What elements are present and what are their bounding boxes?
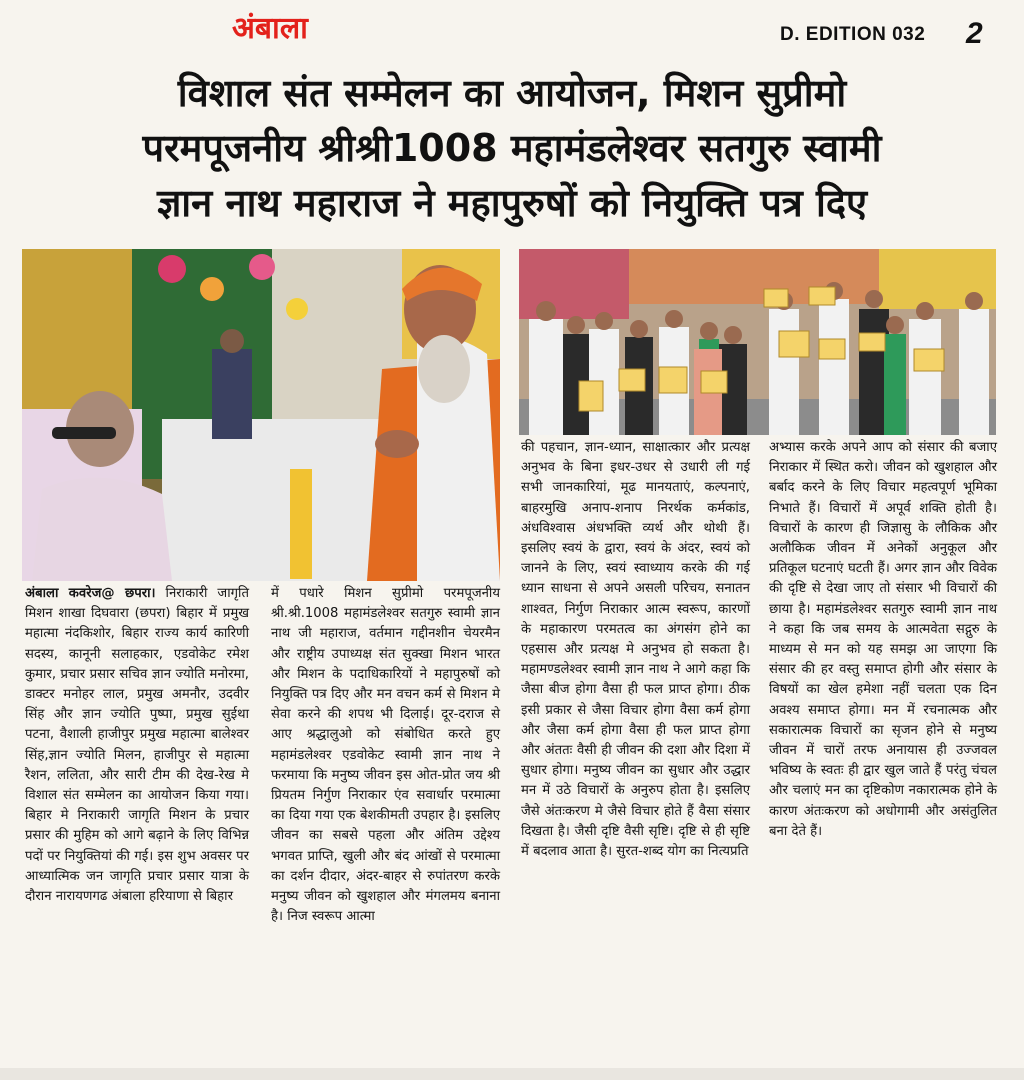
article-dateline: अंबाला कवरेज@ छपरा।	[25, 586, 156, 601]
photo-guru-speaking-image	[22, 249, 500, 581]
article-column-2-text: में पधारे मिशन सुप्रीमो परमपूजनीय श्री.श्री.1008 महामंडलेश्वर सतगुरु स्वामी ज्ञान नाथ जी महाराज, वर्तमान गद्दीनशीन चेयरमैन और राष्ट्रीय उपाध्यक्ष संत सुक्खा मिशन भारत और मिशन के पदाधिकारियों ने महापुरुषों को नियुक्ति पत्र दिए और मन वचन कर्म से मिशन मे सेवा करने की शपथ भी दिलाई। दूर-दराज से आए श्रद्धालुओ को संबोधित करते हुए महामंडलेश्वर एडवोकेट स्वामी ज्ञान नाथ ने फरमाया कि मनुष्य जीवन इस ओत-प्रोत जय श्री प्रियतम निर्गुण निराकार एंव सवार्धार परमात्मा का दिया गया एक बेशकीमती उपहार है। इसलिए जीवन का सबसे पहला और अंतिम उद्देश्य भगवत प्राप्ति, खुली और बंद आंखों से परमात्मा का दर्शन दीदार, अंदर-बाहर से रुपांतरण करके मनुष्य जीवन को खुशहाल और मंगलमय बनाना है। निज स्वरूप आत्मा	[271, 586, 500, 925]
headline-line-1: विशाल संत सम्मेलन का आयोजन, मिशन सुप्रीमो	[177, 71, 847, 115]
article-column-1	[25, 584, 249, 907]
article-column-3-text: की पहचान, ज्ञान-ध्यान, साक्षात्कार और प्रत्यक्ष अनुभव के बिना इधर-उधर से उधारी ली गई सभी जानकारियां, मूढ मानयताएं, कल्पनाएं, बाहरमुखि अनाप-शनाप निरर्थक कर्मकांड, अंधविश्वास अंधभक्ति व्यर्थ और थोथी हैं। इसलिए स्वयं के द्वारा, स्वयं के अंदर, स्वयं को जानने के लिए, स्वयं स्वाध्याय करके की गई ध्यान साधना से अपने असली परिचय, सनातन शाश्वत, निर्गुण निराकार आत्म स्वरूप, कारणों के महाकारण परमतत्व का अंगसंग होने का एहसास और प्रत्यक्ष मे अनुभव हो सकता है। महामण्डलेश्वर स्वामी ज्ञान नाथ ने आगे कहा कि जैसा बीज होगा वैसा ही फल प्राप्त होगा। ठीक इसी प्रकार से जैसा विचार होगा वैसा कर्म होगा और जैसा कर्म होगा वैसा ही फल प्राप्त होगा और अंततः वैसी ही जीवन की दशा और दिशा में सुधार होगा। मनुष्य जीवन का सुधार और उद्धार मन में उठे विचारों के अनुरुप होता है। इसलिए जैसे अंतःकरण मे जैसे विचार होते हैं वैसा संसार दिखता है। जैसी दृष्टि वैसी सृष्टि। दृष्टि से ही सृष्टि में बदलाव आता है। सुरत-शब्द योग का नित्यप्रति	[521, 440, 750, 860]
article-column-2	[271, 584, 500, 927]
article-column-4	[769, 438, 997, 842]
page-number: 2	[966, 17, 983, 50]
article-column-1-text: निराकारी जागृति मिशन शाखा दिघवारा (छपरा) बिहार में प्रमुख महात्मा नंदकिशोर, बिहार राज्य कार्य कारिणी सदस्य, कानूनी सलाहकार, एडवोकेट रमेश कुमार, प्रचार प्रसार सचिव ज्ञान ज्योति मनोरमा, डाक्टर मनोहर लाल, प्रमुख अमनौर, उदवीर सिंह और ज्ञान ज्योति पुष्पा, प्रमुख सुईथा पटना, वैशाली हाजीपुर प्रमुख महात्मा बालेश्वर सिंह,ज्ञान ज्योति मिलन, हाजीपुर से महात्मा रैशन, ललिता, और सारी टीम की देख-रेख मे विशाल संत सम्मेलन का आयोजन किया गया। बिहार मे निराकारी जागृति मिशन के प्रचार प्रसार की मुहिम को आगे बढ़ाने के लिए विभिन्न पदों पर नियुक्तियां की गई। इस शुभ अवसर पर आध्यात्मिक जन जागृति प्रचार प्रसार यात्रा के दौरान नारायणगढ अंबाला हरियाणा से बिहार	[25, 586, 249, 905]
article-paragraph-1	[25, 584, 249, 907]
article-column-4-text: अभ्यास करके अपने आप को संसार की बजाए निराकार में स्थित करो। जीवन को खुशहाल और बर्बाद करने के लिए विचार महत्वपूर्ण भूमिका निभाते हैं। विचारों में अपूर्व शक्ति होती है। विचारों के कारण ही जिज्ञासु के लौकिक और अलौकिक जीवन में अनेकों अनुकूल और प्रतिकूल घटनाएं घटती हैं। अगर ज्ञान और विवेक की दृष्टि से देखा जाए तो संसार भी विचारों की छाया है। महामंडलेश्वर सतगुरु स्वामी ज्ञान नाथ ने कहा कि जब समय के आत्मवेता सद्गुरु के माध्यम से मन को यह समझ आ जाएगा कि संसार की हर वस्तु समाप्त होगी और संसार के विषयों का खेल हमेशा नहीं चलता एक दिन अवश्य समाप्त होगा। मन में रचनात्मक और सकारात्मक विचारों का सृजन होने से मनुष्य जीवन में चारों तरफ अनायास ही उज्जवल भविष्य के स्वतः ही द्वार खुल जाते हैं परंतु चंचल और चलाएं मन का दृष्टिकोण नकारात्मक होने के कारण अंतःकरण को अधोगामी और असंतुलित बना देते हैं।	[769, 440, 997, 839]
photo-appointment-group-image	[519, 249, 996, 435]
headline	[20, 66, 1004, 231]
photo-guru-speaking	[22, 249, 500, 581]
article-column-3	[521, 438, 750, 862]
bottom-edge	[0, 1068, 1024, 1080]
headline-line-3: ज्ञान नाथ महाराज ने महापुरुषों को नियुक्ति पत्र दिए	[156, 181, 868, 225]
headline-line-2: परमपूजनीय श्रीश्री1008 महामंडलेश्वर सतगुरु स्वामी	[142, 126, 882, 170]
edition-label: D. EDITION 032	[780, 24, 926, 45]
page-header	[0, 0, 1024, 58]
city-name: अंबाला	[232, 11, 308, 46]
photo-appointment-group	[519, 249, 996, 435]
